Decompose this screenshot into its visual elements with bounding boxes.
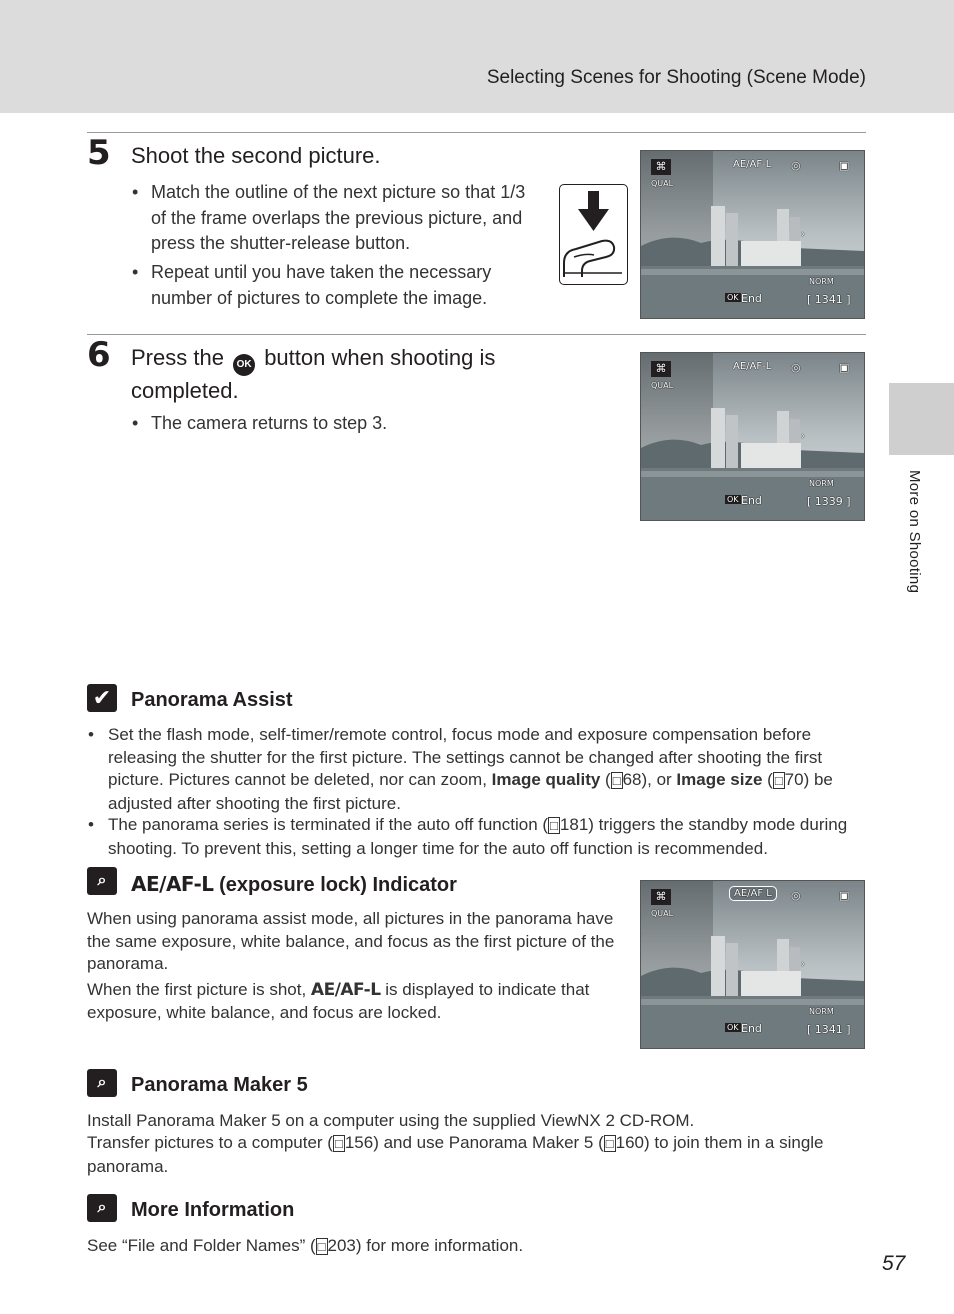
note-text: When the first picture is shot, (87, 980, 311, 999)
section-tab-label: More on Shooting (906, 470, 923, 594)
divider (87, 132, 866, 133)
end-label: End (741, 1022, 762, 1035)
norm-indicator: NORM (809, 277, 834, 286)
camera-screen (640, 150, 865, 319)
note-text: is displayed to indicate that exposure, white balance, and focus are locked. (87, 980, 590, 1022)
book-reference-icon: □ (612, 773, 621, 788)
bullet-dot: • (132, 182, 139, 202)
header-band (0, 0, 954, 113)
note-text: Transfer pictures to a computer ( (87, 1133, 333, 1152)
shutter-press-icon (559, 184, 628, 285)
panorama-mode-icon: ⌘ (651, 361, 671, 377)
note-text: 203) for more information. (327, 1236, 524, 1255)
note-title-text: (exposure lock) Indicator (213, 874, 457, 896)
body-paragraph (87, 979, 617, 1024)
bullet-text: Repeat until you have taken the necessary number of pictures to complete the image. (151, 262, 492, 308)
aeaf-symbol: AE/AF-L (310, 980, 381, 1000)
running-header: Selecting Scenes for Shooting (Scene Mode) (486, 67, 866, 88)
step-title (131, 343, 551, 405)
menu-item-name: Image size (676, 770, 763, 789)
panorama-mode-icon: ⌘ (651, 159, 671, 175)
body-paragraph (87, 1235, 867, 1259)
arrow-right-icon: › (801, 959, 805, 970)
bullet-item (132, 260, 536, 311)
qual-indicator: QUAL (651, 909, 674, 918)
note-text: 68), or (622, 770, 677, 789)
camera-screen (640, 880, 865, 1049)
note-text: 70) be adjusted after shooting the first picture. (108, 770, 833, 813)
note-text: 156) and use Panorama Maker 5 ( (344, 1133, 604, 1152)
note-text: ( (600, 770, 611, 789)
page-number: 57 (882, 1252, 906, 1275)
norm-indicator: NORM (809, 1007, 834, 1016)
section-tab (889, 383, 954, 455)
magnifier-icon: ⌕ (87, 1194, 117, 1222)
aeaf-indicator: AE/AF-L (733, 361, 772, 372)
timer-icon: ◎ (791, 889, 801, 902)
frame-count: [ 1341 ] (807, 293, 851, 306)
step-number: 6 (87, 335, 111, 375)
divider (87, 334, 866, 335)
magnifier-icon: ⌕ (87, 867, 117, 895)
end-label: End (741, 494, 762, 507)
frame-count: [ 1341 ] (807, 1023, 851, 1036)
camera-screen (640, 352, 865, 521)
note-text: The panorama series is terminated if the auto off function ( (108, 815, 549, 834)
arrow-right-icon: › (801, 229, 805, 240)
qual-indicator: QUAL (651, 179, 674, 188)
note-text: ( (762, 770, 773, 789)
note-text: See “File and Folder Names” ( (87, 1236, 316, 1255)
note-text: 160) to join them in a single panorama. (87, 1133, 824, 1176)
note-text: 181) triggers the standby mode during shooting. To prevent this, setting a longer time for the auto off function is recommended. (108, 815, 848, 858)
bullet-text: Match the outline of the next picture so that 1/3 of the frame overlaps the previous picture, and press the shutter-release button. (151, 182, 526, 253)
end-label: End (741, 292, 762, 305)
menu-item-name: Image quality (491, 770, 601, 789)
note-bullet (88, 814, 868, 860)
timer-icon: ◎ (791, 361, 801, 374)
bullet-item (132, 411, 536, 437)
note-bullet (88, 724, 868, 815)
body-paragraph: Install Panorama Maker 5 on a computer using the supplied ViewNX 2 CD-ROM. (87, 1111, 695, 1130)
book-reference-icon: □ (334, 1136, 343, 1151)
bullet-item (132, 180, 536, 257)
frame-count: [ 1339 ] (807, 495, 851, 508)
aeaf-indicator: AE/AF-L (733, 159, 772, 170)
bullet-dot: • (88, 815, 94, 834)
body-paragraph (87, 1132, 867, 1178)
ok-button-icon: OK (233, 354, 255, 376)
body-paragraph: When using panorama assist mode, all pictures in the panorama have the same exposure, white balance, and focus as the first picture of the panorama. (87, 909, 615, 973)
note-title: Panorama Assist (131, 689, 293, 711)
ok-icon: OK (727, 1023, 739, 1032)
vibration-icon: ▣ (839, 361, 850, 374)
panorama-mode-icon: ⌘ (651, 889, 671, 905)
bullet-text: The camera returns to step 3. (151, 413, 388, 433)
step-title-text: button when shooting is completed. (131, 345, 496, 403)
step-number: 5 (87, 133, 111, 173)
note-title (131, 872, 457, 897)
qual-indicator: QUAL (651, 381, 674, 390)
step-title-text: Press the (131, 345, 224, 370)
aeaf-indicator-locked: AE/AF L (729, 886, 777, 901)
bullet-dot: • (132, 413, 139, 433)
step-title: Shoot the second picture. (131, 143, 381, 168)
book-reference-icon: □ (774, 773, 783, 788)
note-title: Panorama Maker 5 (131, 1074, 308, 1096)
vibration-icon: ▣ (839, 159, 850, 172)
ok-icon: OK (727, 293, 739, 302)
norm-indicator: NORM (809, 479, 834, 488)
note-text: Set the flash mode, self-timer/remote control, focus mode and exposure compensation before releasing the shutter for the first picture. The settings cannot be changed after shooting the first picture. Pictures cannot be deleted, nor can zoom, (108, 725, 823, 789)
bullet-dot: • (132, 262, 139, 282)
vibration-icon: ▣ (839, 889, 850, 902)
ok-icon: OK (727, 495, 739, 504)
arrow-right-icon: › (801, 431, 805, 442)
check-mark-icon: ✔ (87, 684, 117, 712)
note-title: More Information (131, 1199, 295, 1221)
timer-icon: ◎ (791, 159, 801, 172)
book-reference-icon: □ (550, 818, 558, 833)
book-reference-icon: □ (317, 1239, 326, 1254)
book-reference-icon: □ (605, 1136, 614, 1151)
bullet-dot: • (88, 725, 94, 744)
aeaf-symbol: AE/AF-L (131, 872, 214, 896)
magnifier-icon: ⌕ (87, 1069, 117, 1097)
